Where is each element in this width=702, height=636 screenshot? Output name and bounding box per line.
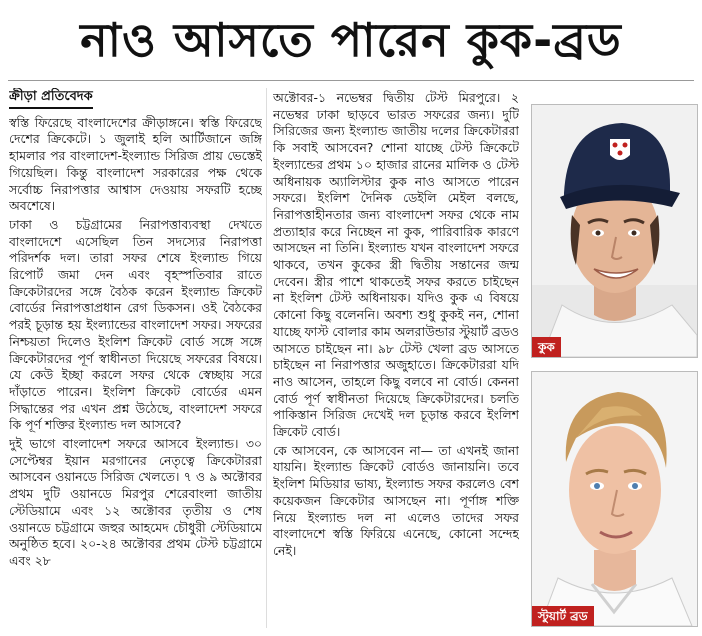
paragraph: স্বস্তি ফিরেছে বাংলাদেশের ক্রীড়াঙ্গনে। স্বস্তি ফিরেছে দেশের ক্রিকেটে। ১ জুলাই হলি আর্টিজানে জঙ্গি হামলার পর বাংলাদেশ-ইংল্যান্ড সিরিজ প্রায় ভেস্তেই গিয়েছিল। কিন্তু বাংলাদেশ সরকারের পক্ষ থেকে সর্বোচ্চ নিরাপত্তার আশ্বাস দেওয়ায় সফরটি হচ্ছে অবশেষে। (9, 114, 262, 214)
paragraph: কে আসবেন, কে আসবেন না— তা এখনই জানা যায়নি। ইংল্যান্ড ক্রিকেট বোর্ডও জানায়নি। তবে ইংলিশ মিডিয়ার ভাষ্য, ইংল্যান্ড সফর করলেও বেশ কয়েকজন ক্রিকেটার আসছেন না। পূর্ণাঙ্গ শক্তি নিয়ে ইংল্যান্ড দল না এলেও তাদের সফর বাংলাদেশে স্বস্তি ফিরিয়ে এনেছে, কোনো সন্দেহ নেই। (273, 442, 519, 558)
headline: নাও আসতে পারেন কুক-ব্রড (80, 13, 622, 67)
article-column-1 (9, 88, 262, 632)
paragraph: ঢাকা ও চট্টগ্রামের নিরাপত্তাব্যবস্থা দেখতে বাংলাদেশে এসেছিল তিন সদস্যের নিরাপত্তা পরিদর্শক দল। তারা সফর শেষে ইংল্যান্ড গিয়ে রিপোর্ট জমা দেন এবং বৃহস্পতিবার রাতে ক্রিকেটারদের সঙ্গে বৈঠক করেন ইংল্যান্ড ক্রিকেট বোর্ডের নিরাপত্তাপ্রধান রেগ ডিকসন। ওই বৈঠকের পরই চূড়ান্ত হয় ইংল্যান্ডের বাংলাদেশ সফর। সফরের নিশ্চয়তা দিলেও ইংলিশ ক্রিকেট বোর্ড সঙ্গে সঙ্গে ক্রিকেটারদের পূর্ণ স্বাধীনতা দিয়েছে সফরের বিষয়ে। যে কেউ ইচ্ছা করলে সফর থেকে স্বেচ্ছায় সরে দাঁড়াতে পারেন। ইংলিশ ক্রিকেট বোর্ডের এমন সিদ্ধান্তের পর এখন প্রশ্ন উঠেছে, বাংলাদেশ সফরে কি পূর্ণ শক্তির ইংল্যান্ড দল আসবে? (9, 216, 262, 433)
photo-caption-broad: স্টুয়ার্ট ব্রড (532, 606, 594, 626)
byline: ক্রীড়া প্রতিবেদক (9, 89, 93, 109)
photo-cook (531, 104, 698, 358)
column-divider (266, 88, 267, 628)
photo-broad (531, 371, 698, 627)
paragraph: দুই ভাগে বাংলাদেশ সফরে আসবে ইংল্যান্ড। ৩০ সেপ্টেম্বর ইয়ান মরগানের নেতৃত্বে ক্রিকেটাররা আসবেন ওয়ানডে সিরিজ খেলতে। ৭ ও ৯ অক্টোবর প্রথম দুটি ওয়ানডে মিরপুর শেরেবাংলা জাতীয় স্টেডিয়ামে এবং ১২ অক্টোবর তৃতীয় ও শেষ ওয়ানডে চট্টগ্রামে জহুর আহমেদ চৌধুরী স্টেডিয়ামে অনুষ্ঠিত হবে। ২০-২৪ অক্টোবর প্রথম টেস্ট চট্টগ্রামে এবং ২৮ (9, 436, 262, 568)
paragraph: অক্টোবর-১ নভেম্বর দ্বিতীয় টেস্ট মিরপুরে। ২ নভেম্বর ঢাকা ছাড়বে ভারত সফরের জন্য। দুটি সিরিজের জন্য ইংল্যান্ড জাতীয় দলের ক্রিকেটাররা কি সবাই আসবেন? শোনা যাচ্ছে টেস্ট ক্রিকেটে ইংল্যান্ডের প্রথম ১০ হাজার রানের মালিক ও টেস্ট অধিনায়ক অ্যালিস্টার কুক নাও আসতে পারেন সফরে। ইংলিশ দৈনিক ডেইলি মেইল বলছে, নিরাপত্তাহীনতার জন্য বাংলাদেশ সফর থেকে নাম প্রত্যাহার করে নিচ্ছেন না কুক, পারিবারিক কারণে আসছেন না তিনি। ইংল্যান্ড যখন বাংলাদেশ সফরে থাকবে, তখন কুকের স্ত্রী দ্বিতীয় সন্তানের জন্ম দেবেন। স্ত্রীর পাশে থাকতেই সফর করতে চাইছেন না ইংলিশ টেস্ট অধিনায়ক। যদিও কুক এ বিষয়ে কোনো কিছু বলেননি। অবশ্য শুধু কুকই নন, শোনা যাচ্ছে ফাস্ট বোলার কাম অলরাউন্ডার স্টুয়ার্ট ব্রডও আসতে চাইছেন না। ৯৮ টেস্ট খেলা ব্রড আসতে চাইছেন না নিরাপত্তার অজুহাতে। ক্রিকেটাররা যদি নাও আসেন, তাহলে কিছু বলবে না বোর্ড। কেননা বোর্ড পূর্ণ স্বাধীনতা দিয়েছে ক্রিকেটারদের। চলতি পাকিস্তান সিরিজ দেখেই দল চূড়ান্ত করবে ইংলিশ ক্রিকেট বোর্ড। (273, 90, 519, 440)
headline-rule (8, 80, 694, 81)
article-column-2 (273, 90, 519, 634)
broad-portrait (532, 372, 697, 626)
photo-caption-cook: কুক (532, 337, 561, 357)
cook-portrait (532, 105, 697, 357)
